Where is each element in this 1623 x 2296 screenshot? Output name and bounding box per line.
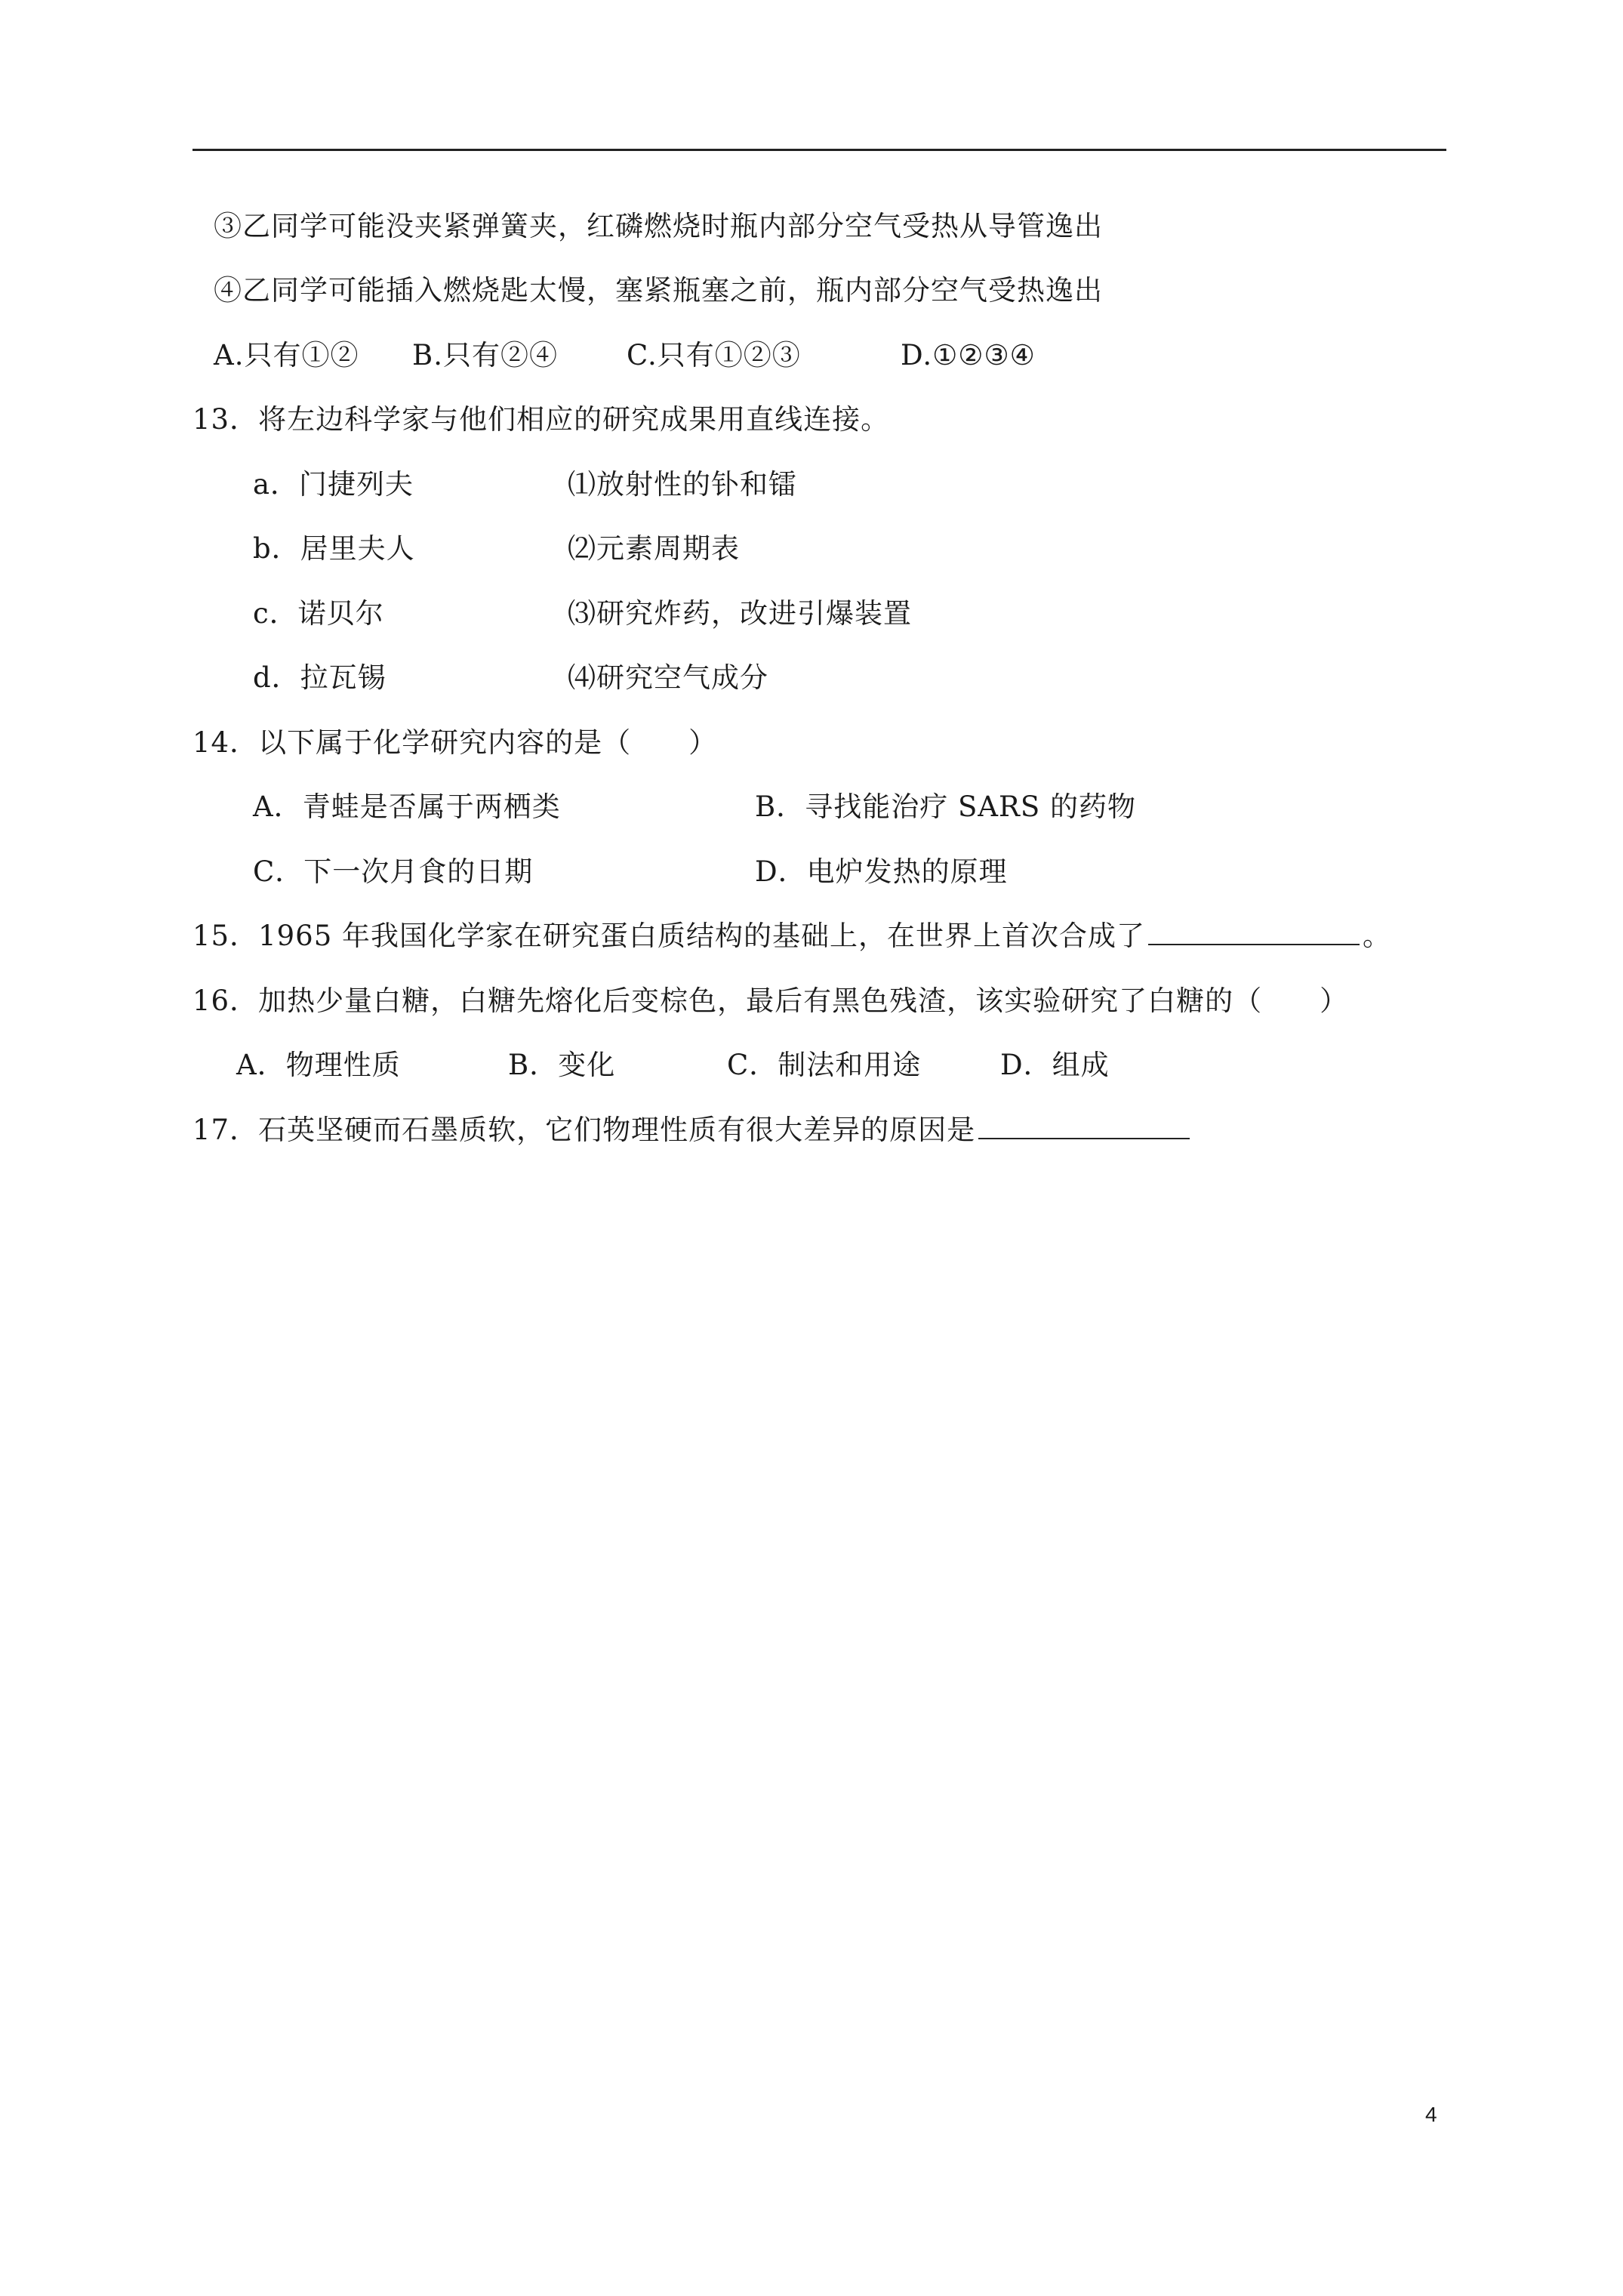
q13-left-b: b．居里夫人 [253,532,415,565]
q16-stem: 16．加热少量白糖，白糖先熔化后变棕色，最后有黑色残渣，该实验研究了白糖的（ ） [192,985,1349,1017]
q14-option-d: D．电炉发热的原理 [755,855,1008,888]
q16-option-d: D．组成 [1000,1049,1110,1081]
q14-stem: 14．以下属于化学研究内容的是（ ） [192,726,718,759]
q14-option-a: A．青蛙是否属于两栖类 [253,791,561,823]
q15-line [192,917,1391,955]
q12-option-c: C.只有①②③ [627,339,801,371]
q13-right-4: ⑷研究空气成分 [568,661,768,694]
q13-right-3: ⑶研究炸药，改进引爆装置 [568,597,912,630]
q12-option-b: B.只有②④ [412,339,558,371]
q13-left-d: d．拉瓦锡 [253,661,387,694]
q13-stem: 13．将左边科学家与他们相应的研究成果用直线连接。 [192,403,890,436]
q17-line [192,1111,1193,1149]
q13-left-a: a．门捷列夫 [253,468,414,501]
q13-right-1: ⑴放射性的钋和镭 [568,468,797,501]
q12-statement-4: ④乙同学可能插入燃烧匙太慢，塞紧瓶塞之前，瓶内部分空气受热逸出 [214,274,1103,307]
q17-stem: 17．石英坚硬而石墨质软，它们物理性质有很大差异的原因是 [192,1114,976,1146]
q14-option-b: B．寻找能治疗 SARS 的药物 [755,791,1136,823]
q14-option-c: C．下一次月食的日期 [253,855,534,888]
q15-answer-blank[interactable] [1148,918,1360,945]
q16-option-a: A．物理性质 [236,1049,401,1081]
q12-statement-3: ③乙同学可能没夹紧弹簧夹，红磷燃烧时瓶内部分空气受热从导管逸出 [214,210,1103,242]
q17-answer-blank[interactable] [978,1112,1190,1139]
q15-end: 。 [1363,920,1392,952]
q16-option-c: C．制法和用途 [727,1049,922,1081]
q13-right-2: ⑵元素周期表 [568,532,740,565]
page-number: 4 [1425,2103,1437,2126]
q12-option-d: D.①②③④ [901,339,1036,371]
header-rule [192,149,1446,151]
q13-left-c: c．诺贝尔 [253,597,384,630]
q12-option-a: A.只有①② [214,339,359,371]
q16-option-b: B．变化 [508,1049,616,1081]
q15-stem: 15．1965 年我国化学家在研究蛋白质结构的基础上，在世界上首次合成了 [192,920,1146,952]
